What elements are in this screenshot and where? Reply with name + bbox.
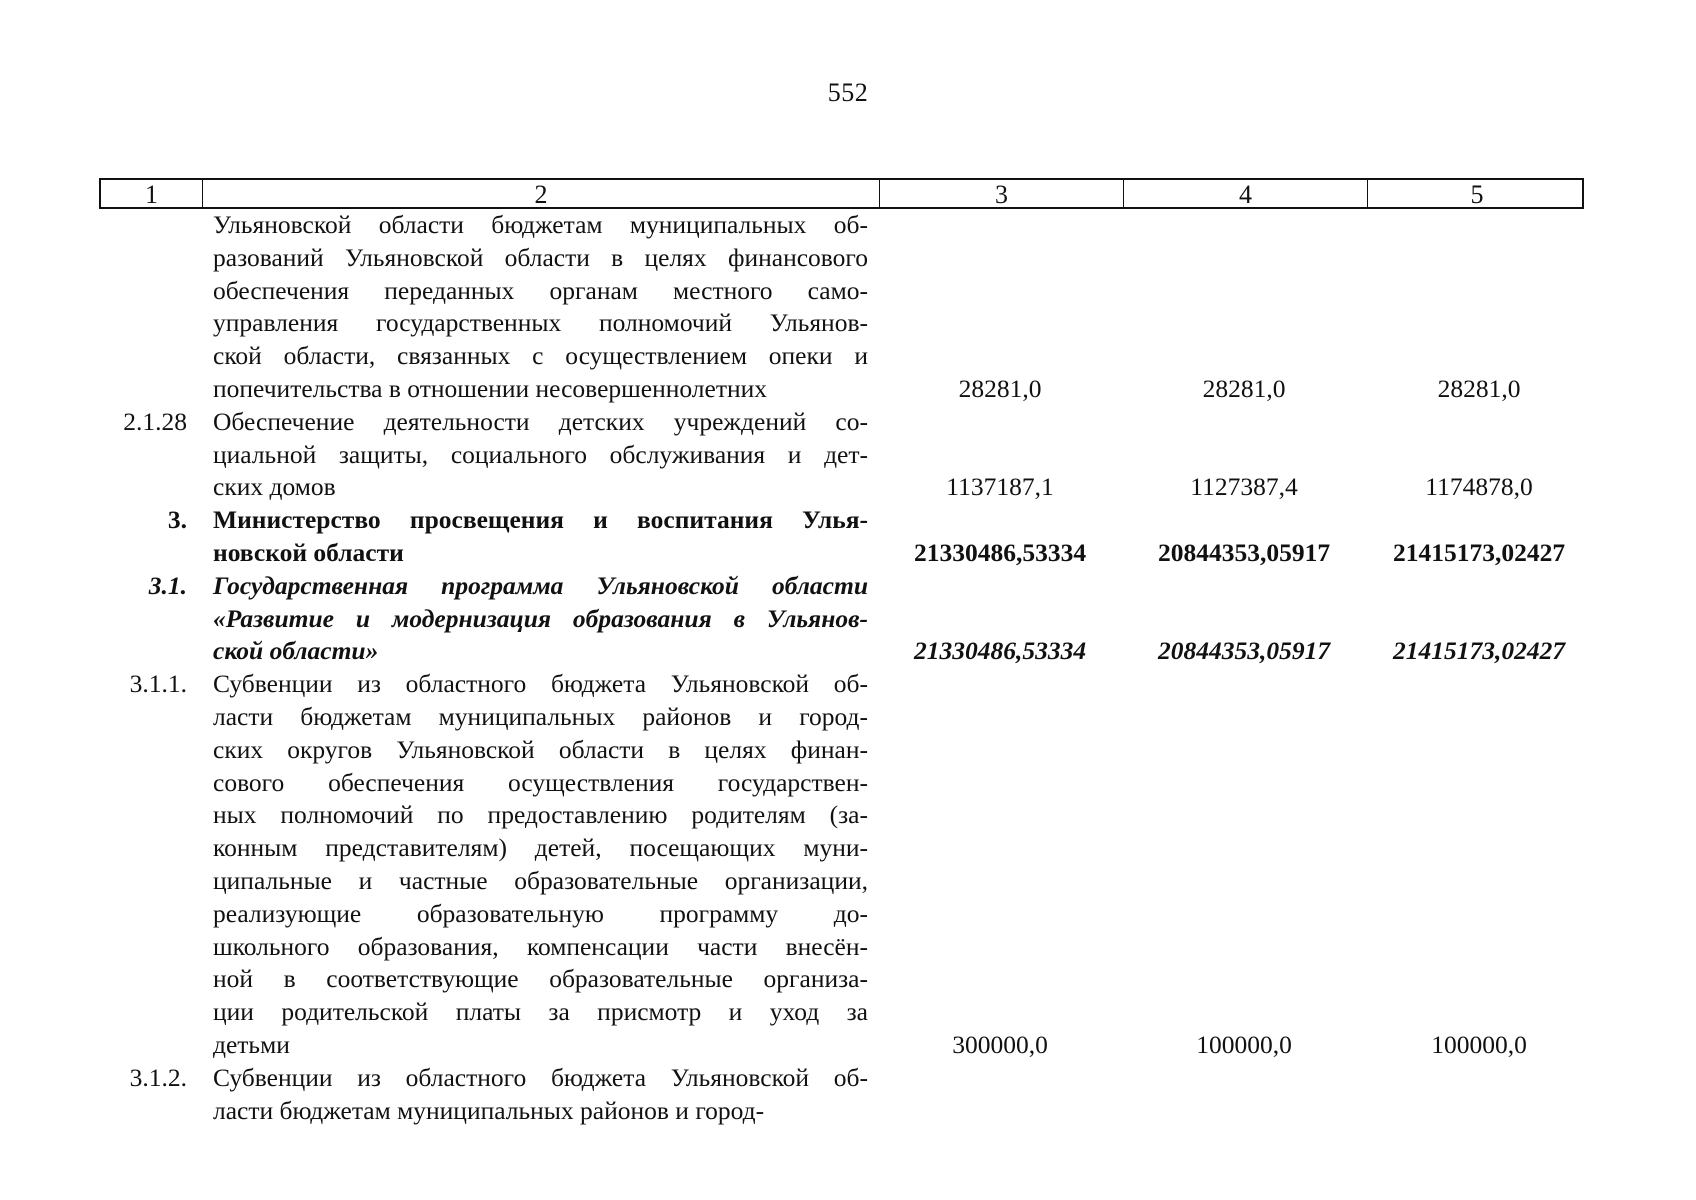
description-line: детьми [213, 1029, 290, 1059]
description-line: ласти бюджетам муниципальных районов и город- [213, 1095, 765, 1125]
value-col-3: 28281,0 [958, 373, 1042, 403]
description-line: новской области [213, 537, 404, 567]
value-col-5: 100000,0 [1431, 1029, 1527, 1059]
header-col-3: 3 [880, 180, 1124, 209]
description-line: попечительства в отношении несовершеннолетних [213, 373, 768, 403]
header-col-1: 1 [101, 180, 203, 209]
row-description [201, 209, 878, 406]
value-col-3: 1137187,1 [946, 472, 1054, 502]
value-col-4: 20844353,05917 [1157, 537, 1331, 567]
description-line: управления государственных полномочий Ульянов- [213, 308, 868, 338]
row-number: 3.1.2. [129, 1062, 187, 1092]
row-description [201, 1062, 878, 1128]
value-col-3: 21330486,53334 [913, 537, 1087, 567]
value-col-5: 21415173,02427 [1392, 636, 1566, 666]
value-col-5 [1366, 1062, 1584, 1128]
table-header [99, 178, 1584, 209]
row-description [201, 570, 878, 668]
row-description [201, 504, 878, 570]
description-line: ласти бюджетам муниципальных районов и город- [213, 701, 868, 731]
header-col-2: 2 [203, 180, 880, 209]
description-line: Субвенции из областного бюджета Ульяновской об- [213, 669, 868, 699]
header-col-5: 5 [1470, 180, 1484, 209]
description-line: циальной защиты, социального обслуживания и дет- [213, 439, 868, 469]
row-number: 3. [167, 505, 187, 535]
description-line: реализующие образовательную программу до- [213, 898, 868, 928]
description-line: ной в соответствующие образовательные организа- [213, 964, 868, 994]
description-line: ципальные и частные образовательные организации, [213, 865, 868, 895]
table-row [99, 570, 1584, 668]
value-col-4: 28281,0 [1202, 373, 1286, 403]
row-description [201, 406, 878, 504]
table-row [99, 504, 1584, 570]
table-row [99, 1062, 1584, 1128]
table-row [99, 209, 1584, 406]
value-col-5: 1174878,0 [1425, 472, 1533, 502]
description-line: обеспечения переданных органам местного само- [213, 275, 868, 305]
row-number [99, 209, 201, 406]
value-col-5: 28281,0 [1437, 373, 1521, 403]
description-line: школьного образования, компенсации части внесён- [213, 931, 868, 961]
description-line: Обеспечение деятельности детских учреждений со- [213, 406, 868, 436]
header-col-4: 4 [1124, 180, 1368, 209]
row-number: 2.1.28 [123, 406, 187, 436]
row-number: 3.1.1. [129, 669, 187, 699]
value-col-3: 300000,0 [952, 1029, 1048, 1059]
row-number: 3.1. [148, 570, 187, 600]
value-col-4: 20844353,05917 [1157, 636, 1331, 666]
description-line: ции родительской платы за присмотр и уход за [213, 997, 868, 1027]
value-col-3 [878, 1062, 1122, 1128]
description-line: Министерство просвещения и воспитания Улья- [213, 505, 868, 535]
value-col-3: 21330486,53334 [913, 636, 1087, 666]
table-body [99, 209, 1584, 1127]
description-line: разований Ульяновской области в целях финансового [213, 242, 868, 272]
row-description [201, 668, 878, 1062]
description-line: «Развитие и модернизация образования в Ульянов- [213, 603, 868, 633]
budget-table [99, 178, 1584, 1127]
description-line: ских округов Ульяновской области в целях финан- [213, 734, 868, 764]
description-line: ных полномочий по предоставлению родителям (за- [213, 800, 868, 830]
description-line: ской области» [213, 636, 379, 666]
description-line: конным представителям) детей, посещающих муни- [213, 833, 868, 863]
description-line: ских домов [213, 472, 336, 502]
value-col-5: 21415173,02427 [1392, 537, 1566, 567]
description-line: Ульяновской области бюджетам муниципальных об- [213, 210, 868, 239]
description-line: ской области, связанных с осуществлением опеки и [213, 341, 868, 371]
description-line: Субвенции из областного бюджета Ульяновской об- [213, 1062, 868, 1092]
table-row [99, 668, 1584, 1062]
value-col-4: 1127387,4 [1190, 472, 1298, 502]
value-col-4 [1122, 1062, 1366, 1128]
value-col-4: 100000,0 [1196, 1029, 1292, 1059]
page-number: 552 [827, 78, 869, 107]
table-row [99, 406, 1584, 504]
description-line: Государственная программа Ульяновской области [213, 570, 868, 600]
description-line: сового обеспечения осуществления государствен- [213, 767, 868, 797]
